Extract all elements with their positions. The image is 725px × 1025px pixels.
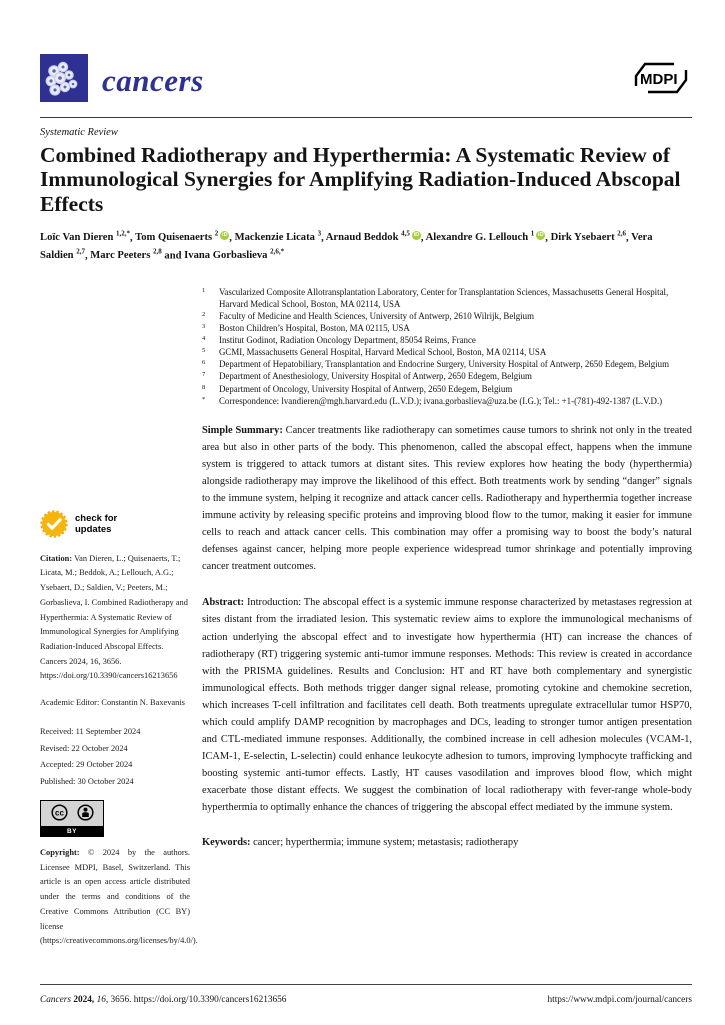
svg-text:cc: cc xyxy=(54,808,64,818)
footer-citation xyxy=(40,995,286,1005)
author: Tom Quisenaerts $^2$ iD xyxy=(135,229,228,244)
svg-text:MDPI: MDPI xyxy=(640,71,678,88)
affiliation-item: 6 Department of Hepatobiliary, Transplantation and Endocrine Surgery, University Hospital of Antwerp, 2650 Edegem, Belgium xyxy=(202,359,669,370)
orcid-icon[interactable]: iD xyxy=(413,231,420,238)
citation-label: Citation: xyxy=(40,553,73,563)
journal-name: cancers xyxy=(102,62,204,98)
cc-by-license-badge[interactable] xyxy=(40,800,104,837)
affiliation-item: 8 Department of Oncology, University Hospital of Antwerp, 2650 Edegem, Belgium xyxy=(202,383,513,394)
copyright-block xyxy=(40,846,198,949)
affiliation-item: * Correspondence: lvandieren@mgh.harvard.edu (L.V.D.); ivana.gorbaslieva@uza.be (I.G.); Tel.: +1-(781)-492-1387 (L.V.D.) xyxy=(202,395,663,406)
date-item: Received: 11 September 2024 xyxy=(40,726,141,736)
simple-summary xyxy=(202,422,692,576)
affiliation-item: 7 Department of Anesthesiology, University Hospital of Antwerp, 2650 Edegem, Belgium xyxy=(202,371,532,382)
header-divider xyxy=(40,117,692,118)
orcid-icon[interactable]: iD xyxy=(538,231,544,238)
footer-journal: Cancers xyxy=(40,995,71,1005)
mdpi-logo[interactable] xyxy=(630,60,692,101)
author: Vera Saldien $^{2,7}$ xyxy=(40,232,653,262)
journal-brand[interactable] xyxy=(40,54,204,107)
copyright-label: Copyright: xyxy=(40,848,80,857)
cancers-logo-icon xyxy=(40,54,88,107)
author: Ivana Gorbaslieva $^{2,6,*}$ xyxy=(184,247,285,262)
citation-text: Van Dieren, L.; Quisenaerts, T.; Licata, M.; Beddok, A.; Lellouch, A.G.; Ysebaert, D.; Saldien, V.; Peeters, M.; Gorbaslieva, I. Combined Radiotherapy and Hyperthermia: A Systematic Review of Immunological Synergies for Amplifying Radiation-Induced Abscopal Effects. Cancers 2024, 16, 3656. https://doi.org/10.3390/cancers16213656 xyxy=(40,553,188,681)
author: Marc Peeters $^{2,8}$ xyxy=(90,247,162,262)
date-item: Published: 30 October 2024 xyxy=(40,777,134,787)
check-updates-icon xyxy=(40,510,68,540)
author: Arnaud Beddok $^{4,5}$ iD xyxy=(325,229,420,244)
orcid-icon[interactable]: iD xyxy=(222,231,228,238)
simple-summary-text: Cancer treatments like radiotherapy can sometimes cause tumors to shrink not only in the treated area but also in other parts of the body. This phenomenon, called the abscopal effect, happens when the immune system is triggered to attack tumors at distant sites. This review explores how heating the body (hyperthermia) alongside radiotherapy may improve the likelihood of this effect. Both treatments work by sending “danger” signals to the immune system, helping it recognize and attack cancer cells. Radiotherapy and hyperthermia together increase immune activity by releasing specific proteins and improving blood flow to the tumor, making it easier for immune cells to reach and attack cancer cells. This combination may offer a promising way to boost the body’s natural defenses against cancer, helping more people experience widespread tumor shrinkage and potentially improving cancer treatment outcomes. xyxy=(202,424,692,573)
footer-volume: 16 xyxy=(94,995,106,1005)
main-column xyxy=(202,286,692,949)
keywords xyxy=(202,834,692,851)
page-footer xyxy=(40,984,692,1005)
author: Loïc Van Dieren $^{1,2,*}$ xyxy=(40,229,131,244)
content-columns xyxy=(40,286,692,949)
cc-by-label: BY xyxy=(41,826,103,836)
keywords-text: cancer; hyperthermia; immune system; metastasis; radiotherapy xyxy=(253,837,519,849)
sidebar xyxy=(40,286,198,949)
keywords-label: Keywords: xyxy=(202,837,251,849)
masthead xyxy=(40,54,692,107)
affiliation-item: 2 Faculty of Medicine and Health Sciences, University of Antwerp, 2610 Wilrijk, Belgium xyxy=(202,310,534,321)
copyright-text: © 2024 by the authors. Licensee MDPI, Basel, Switzerland. This article is an open access article distributed under the terms and conditions of the Creative Commons Attribution (CC BY) license (https://creativecommons.org/licenses/by/4.0/). xyxy=(40,848,198,946)
check-updates-label: check for updates xyxy=(75,513,118,535)
footer-divider xyxy=(40,984,692,985)
simple-summary-label: Simple Summary: xyxy=(202,424,283,436)
abstract-label: Abstract: xyxy=(202,597,245,609)
person-icon xyxy=(77,804,94,823)
academic-editor: Academic Editor: Constantin N. Baxevanis xyxy=(40,698,185,708)
article-type: Systematic Review xyxy=(40,127,118,138)
cc-icons xyxy=(41,801,103,826)
affiliation-list xyxy=(202,286,692,407)
author-list: Loïc Van Dieren $^{1,2,*}$, Tom Quisenaerts $^2$ iD , Mackenzie Licata $^3$, Arnaud Beddok $^{4,5}$ iD , Alexandre G. Lellouch $^1$ iD , Dirk Ysebaert $^{2,6}$, Vera Saldien $^{2,7}$, Marc Peeters $^{2,8}$ and Ivana Gorbaslieva $^{2,6,*}$ xyxy=(40,229,653,262)
citation-block xyxy=(40,552,190,684)
affiliation-item: 4 Institut Godinot, Radiation Oncology Department, 85054 Reims, France xyxy=(202,335,476,346)
date-item: Revised: 22 October 2024 xyxy=(40,743,128,753)
author: Mackenzie Licata $^3$ xyxy=(234,229,322,244)
page-title: Combined Radiotherapy and Hyperthermia: A Systematic Review of Immunological Synergies for Amplifying Radiation-Induced Abscopal Effects xyxy=(40,143,681,216)
abstract xyxy=(202,594,692,816)
affiliation-item: 3 Boston Children’s Hospital, Boston, MA 02115, USA xyxy=(202,323,410,334)
check-for-updates-button[interactable] xyxy=(40,510,190,540)
abstract-text: Introduction: The abscopal effect is a systemic immune response characterized by metastases regression at sites distant from the irradiated lesion. This systematic review aims to explore the immunological mechanisms of action underlying the abscopal effect and to investigate how hyperthermia (HT) can increase the chances of radiotherapy (RT) triggering systemic anti-tumor immune responses. Methods: This review is created in accordance with the PRISMA guidelines. Results and Conclusion: HT and RT have both complementary and synergistic immunological effects. Both methods trigger danger signal release, promoting cytokine and chemokine secretion, which increases T-cell infiltration and facilitates cell death. Both treatments upregulate extracellular tumor HSP70, which could amplify DAMP recognition by macrophages and DCs, leading to stronger tumor antigen presentation and CTL-mediated immune responses. Additionally, the combined increase in cell adhesion molecules (VCAM-1, ICAM-1, E-selectin, L-selectin) could enhance leukocyte adhesion to tumors, improving lymphocyte trafficking and boosting systemic anti-tumor effects. Lastly, HT causes vasodilation and improves blood flow, which might exacerbate those distant effects. We suggest the combination of local radiotherapy with fever-range whole-body hyperthermia to optimally enhance the chances of triggering the abscopal effect mediated by the immune system. xyxy=(202,597,692,814)
affiliation-item: 1 Vascularized Composite Allotransplantation Laboratory, Center for Transplantation Sciences, Massachusetts General Hospital, Harvard Medical School, Boston, MA 02114, USA xyxy=(202,286,669,309)
footer-year: 2024, xyxy=(71,995,95,1005)
footer-journal-url[interactable]: https://www.mdpi.com/journal/cancers xyxy=(547,995,692,1005)
date-item: Accepted: 29 October 2024 xyxy=(40,760,133,770)
cc-icon xyxy=(51,804,68,823)
footer-doi-link[interactable]: , 3656. https://doi.org/10.3390/cancers16213656 xyxy=(105,995,287,1005)
author: Alexandre G. Lellouch $^1$ iD xyxy=(425,229,544,244)
author: Dirk Ysebaert $^{2,6}$ xyxy=(550,229,627,244)
dates-list xyxy=(40,724,190,791)
affiliation-item: 5 GCMI, Massachusetts General Hospital, Harvard Medical School, Boston, MA 02114, USA xyxy=(202,347,547,358)
